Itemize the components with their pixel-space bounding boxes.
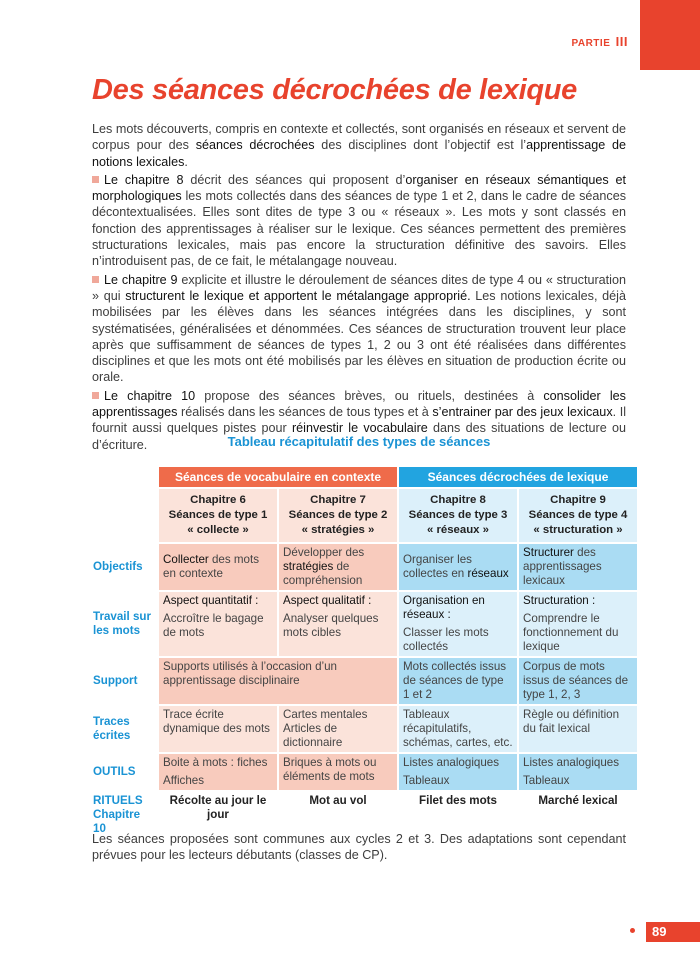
table-chapter-header xyxy=(91,489,637,542)
row-label: RITUELS Chapitre 10 xyxy=(93,794,143,835)
table-cell: Listes analogiques Tableaux xyxy=(399,754,517,790)
summary-table xyxy=(89,465,639,840)
body-text xyxy=(92,121,626,455)
table-cell: Structurer des apprentissages lexicaux xyxy=(519,544,637,590)
table-caption: Tableau récapitulatif des types de séances xyxy=(227,434,491,449)
chapter-header: Chapitre 7 Séances de type 2 « stratégies » xyxy=(279,489,397,542)
table-cell: Trace écrite dynamique des mots xyxy=(159,706,277,752)
table-cell: Cartes mentales Articles de dictionnaire xyxy=(279,706,397,752)
table-cell: Récolte au jour le jour xyxy=(169,794,267,821)
group-lexique-header: Séances décrochées de lexique xyxy=(399,467,637,487)
table-row xyxy=(91,544,637,590)
table-row xyxy=(91,706,637,752)
chapter-header: Chapitre 6 Séances de type 1 « collecte » xyxy=(159,489,277,542)
row-label: Traces écrites xyxy=(93,715,131,742)
table-cell: Organisation en réseaux : Classer les mots collectés xyxy=(399,592,517,656)
table-cell: Aspect qualitatif : Analyser quelques mots cibles xyxy=(279,592,397,656)
square-bullet-icon xyxy=(92,392,99,399)
chapter-header: Chapitre 9 Séances de type 4 « structuration » xyxy=(519,489,637,542)
chapter-header: Chapitre 8 Séances de type 3 « réseaux » xyxy=(399,489,517,542)
chapter9-paragraph: Le chapitre 9 explicite et illustre le déroulement de séances dites de type 4 ou « structuration » qui structurent le lexique et apportent le métalangage approprié. Les notions lexicales, déjà mobilisées par les élèves dans les séances intégrées dans les disciplines, y sont systématisées, généralisées et dénommées. Ces séances de structuration trouvent leur place après que suffisamment de séances de types 1, 2 ou 3 ont été réalisées dans différentes disciplines et que les mots ont été mobilisés par les élèves en situation de production écrite ou orale. xyxy=(92,272,626,385)
table-cell: Collecter des mots en contexte xyxy=(159,544,277,590)
page-title: Des séances décrochées de lexique xyxy=(92,74,577,106)
page-bullet-icon xyxy=(630,928,635,933)
table-cell: Mot au vol xyxy=(309,794,367,807)
square-bullet-icon xyxy=(92,176,99,183)
header-tab xyxy=(640,0,700,70)
square-bullet-icon xyxy=(92,276,99,283)
table-row xyxy=(91,754,637,790)
part-label: PARTIE III xyxy=(571,34,628,49)
table-cell: Listes analogiques Tableaux xyxy=(519,754,637,790)
table-cell: Organiser les collectes en réseaux xyxy=(399,544,517,590)
chapter8-paragraph: Le chapitre 8 décrit des séances qui proposent d’organiser en réseaux sémantiques et morphologiques les mots collectés dans des séances de type 1 et 2, dans le cadre de séances décontextualisées. Elles sont dites de type 3 ou « réseaux ». Les mots y sont classés en fonction des apprentissages à réaliser sur le lexique. Ces séances permettent des premières structurations lexicales, mais pas encore la structuration définitive des savoirs. Elles n’introduisent pas, de ce fait, le métalangage nouveau. xyxy=(92,172,626,269)
footer-paragraph: Les séances proposées sont communes aux cycles 2 et 3. Des adaptations sont cependant prévues pour les lecteurs débutants (classes de CP). xyxy=(92,832,626,863)
table-cell: Structuration : Comprendre le fonctionnement du lexique xyxy=(519,592,637,656)
table-cell: Règle ou définition du fait lexical xyxy=(519,706,637,752)
table-group-header xyxy=(91,467,637,487)
table-cell: Supports utilisés à l’occasion d’un apprentissage disciplinaire xyxy=(159,658,397,704)
chapter10-paragraph: Le chapitre 10 propose des séances brèves, ou rituels, destinées à consolider les apprentissages réalisés dans les séances de tous types et à s’entrainer par des jeux lexicaux. Il fournit aussi quelques pistes pour réinvestir le vocabulaire dans des situations de lecture ou d’écriture. xyxy=(92,388,627,452)
group-context-header: Séances de vocabulaire en contexte xyxy=(159,467,397,487)
table-cell: Marché lexical xyxy=(538,794,618,807)
table-cell: Corpus de mots issus de séances de type 1, 2, 3 xyxy=(519,658,637,704)
table-row xyxy=(91,592,637,656)
table-cell: Tableaux récapitulatifs, schémas, cartes, etc. xyxy=(399,706,517,752)
table-cell: Aspect quantitatif : Accroître le bagage de mots xyxy=(159,592,277,656)
table-row xyxy=(91,658,637,704)
intro-paragraph: Les mots découverts, compris en contexte et collectés, sont organisés en réseaux et servent de corpus pour des séances décrochées des disciplines dont l’objectif est l’apprentissage de notions lexicales. xyxy=(92,122,627,169)
table-cell: Mots collectés issus de séances de type 1 et 2 xyxy=(399,658,517,704)
table-cell: Boite à mots : fiches Affiches xyxy=(159,754,277,790)
row-label: Support xyxy=(93,674,138,687)
table-cell: Filet des mots xyxy=(419,794,497,807)
table-cell: Briques à mots ou éléments de mots xyxy=(279,754,397,790)
row-label: Travail sur les mots xyxy=(93,610,152,637)
table-cell: Développer des stratégies de compréhension xyxy=(279,544,397,590)
page-number: 89 xyxy=(646,922,700,942)
row-label: Objectifs xyxy=(93,560,143,573)
row-label: OUTILS xyxy=(93,765,136,778)
